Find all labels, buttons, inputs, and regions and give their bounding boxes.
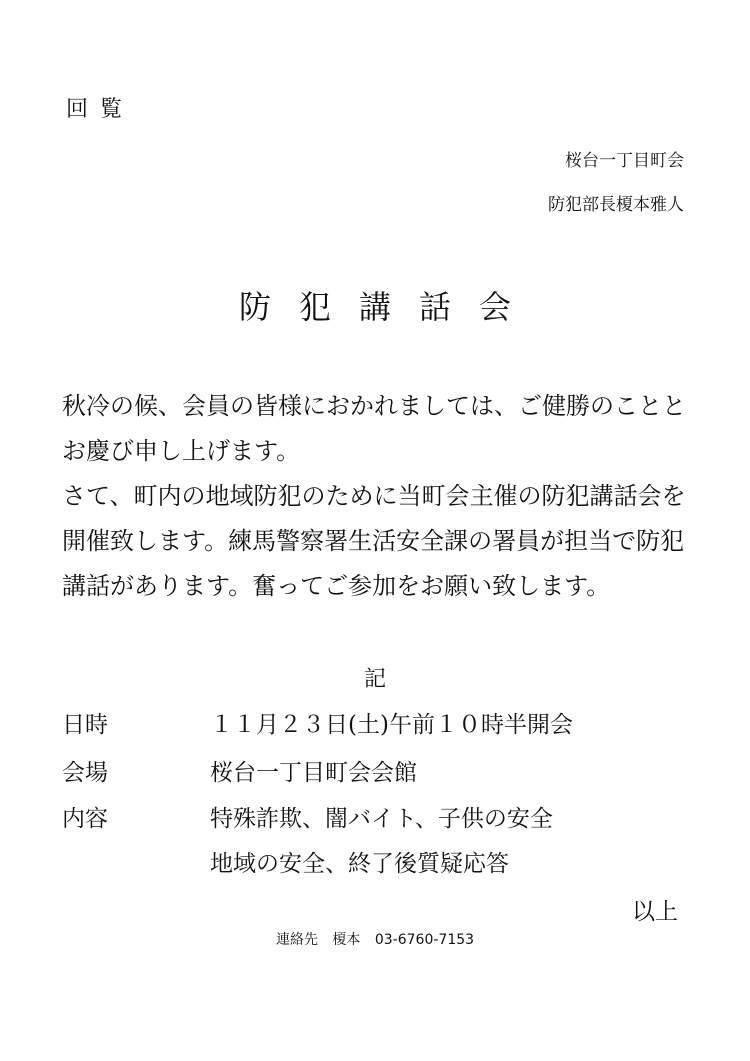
content-value-2: 地域の安全、終了後質疑応答 (210, 851, 509, 877)
content-label: 内容 (62, 806, 108, 832)
circular-label: 回覧 (66, 97, 135, 122)
contact-name: 榎本 (332, 932, 361, 948)
document-title: 防犯講話会 (238, 288, 539, 326)
date-label: 日時 (62, 712, 108, 738)
closing-mark: 以上 (632, 899, 678, 925)
contact-label: 連絡先 (275, 932, 318, 948)
venue-value: 桜台一丁目町会会館 (210, 760, 417, 786)
greeting-paragraph: 秋冷の候、会員の皆様におかれましては、ご健勝のこととお慶び申し上げます。 (62, 392, 686, 465)
date-value: １１月２３日(土)午前１０時半開会 (210, 712, 573, 738)
sender-person: 防犯部長榎本雅人 (548, 195, 684, 215)
venue-label: 会場 (62, 760, 108, 786)
contact-phone: 03-6760-7153 (374, 932, 475, 948)
content-value-1: 特殊詐欺、闇バイト、子供の安全 (210, 806, 553, 832)
sender-organization: 桜台一丁目町会 (565, 151, 684, 171)
ki-heading: 記 (363, 667, 386, 692)
announcement-paragraph: さて、町内の地域防犯のために当町会主催の防犯講話会を開催致します。練馬警察署生活安全課の署員が担当で防犯講話があります。奮ってご参加をお願い致します。 (62, 482, 686, 600)
contact-line (0, 929, 750, 949)
body-text (62, 384, 688, 609)
